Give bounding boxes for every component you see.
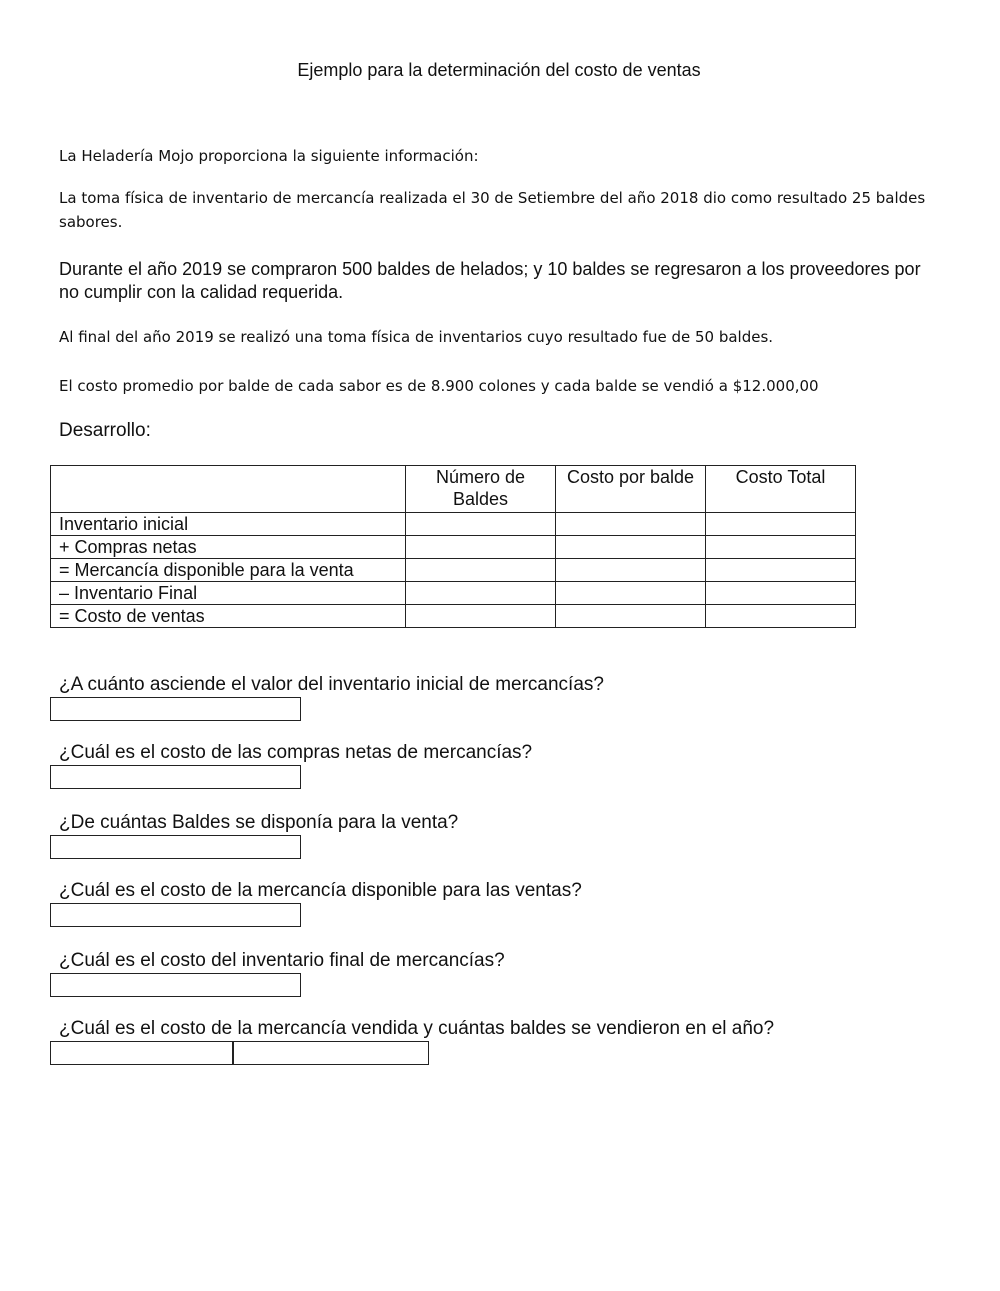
total-cost-input-cell[interactable] — [706, 582, 856, 605]
total-cost-input-cell[interactable] — [706, 559, 856, 582]
row-label: + Compras netas — [51, 536, 406, 559]
unit-cost-input-cell[interactable] — [556, 582, 706, 605]
answer-input-6a[interactable] — [50, 1041, 234, 1065]
units-input-cell[interactable] — [406, 582, 556, 605]
answer-input-4[interactable] — [50, 903, 301, 927]
question-4: ¿Cuál es el costo de la mercancía disponible para las ventas? — [59, 880, 582, 901]
header-cell-unit-cost: Costo por balde — [556, 466, 706, 513]
header-cell-units: Número de Baldes — [406, 466, 556, 513]
row-label: = Costo de ventas — [51, 605, 406, 628]
answer-input-2[interactable] — [50, 765, 301, 789]
page-title: Ejemplo para la determinación del costo de ventas — [297, 60, 701, 80]
units-input-cell[interactable] — [406, 513, 556, 536]
table-row — [51, 582, 856, 605]
answer-input-1[interactable] — [50, 697, 301, 721]
table-header-row — [51, 466, 856, 513]
initial-inventory-paragraph: La toma física de inventario de mercancía realizada el 30 de Setiembre del año 2018 dio como resultado 25 baldes sabores. — [59, 189, 926, 231]
question-3: ¿De cuántas Baldes se disponía para la venta? — [59, 812, 459, 833]
table-row — [51, 513, 856, 536]
unit-cost-input-cell[interactable] — [556, 559, 706, 582]
units-input-cell[interactable] — [406, 536, 556, 559]
unit-cost-input-cell[interactable] — [556, 536, 706, 559]
question-1: ¿A cuánto asciende el valor del inventario inicial de mercancías? — [59, 674, 604, 695]
total-cost-input-cell[interactable] — [706, 536, 856, 559]
question-6: ¿Cuál es el costo de la mercancía vendida y cuántas baldes se vendieron en el año? — [59, 1018, 775, 1039]
purchases-paragraph: Durante el año 2019 se compraron 500 baldes de helados; y 10 baldes se regresaron a los proveedores por no cumplir con la calidad requerida. — [59, 259, 921, 302]
cost-table — [50, 465, 856, 628]
units-input-cell[interactable] — [406, 605, 556, 628]
units-input-cell[interactable] — [406, 559, 556, 582]
row-label: Inventario inicial — [51, 513, 406, 536]
cost-paragraph: El costo promedio por balde de cada sabor es de 8.900 colones y cada balde se vendió a $12.000,00 — [59, 377, 819, 395]
answer-input-6b[interactable] — [232, 1041, 429, 1065]
total-cost-input-cell[interactable] — [706, 513, 856, 536]
section-heading: Desarrollo: — [59, 420, 151, 441]
answer-input-5[interactable] — [50, 973, 301, 997]
question-5: ¿Cuál es el costo del inventario final de mercancías? — [59, 950, 505, 971]
table-row — [51, 605, 856, 628]
header-cell-total-cost: Costo Total — [706, 466, 856, 513]
answer-input-3[interactable] — [50, 835, 301, 859]
total-cost-input-cell[interactable] — [706, 605, 856, 628]
intro-paragraph: La Heladería Mojo proporciona la siguiente información: — [59, 147, 479, 165]
header-cell-concept — [51, 466, 406, 513]
row-label: = Mercancía disponible para la venta — [51, 559, 406, 582]
table-row — [51, 559, 856, 582]
row-label: – Inventario Final — [51, 582, 406, 605]
table-row — [51, 536, 856, 559]
unit-cost-input-cell[interactable] — [556, 513, 706, 536]
question-2: ¿Cuál es el costo de las compras netas de mercancías? — [59, 742, 533, 763]
final-inventory-paragraph: Al final del año 2019 se realizó una toma física de inventarios cuyo resultado fue de 50 baldes. — [59, 328, 774, 346]
unit-cost-input-cell[interactable] — [556, 605, 706, 628]
